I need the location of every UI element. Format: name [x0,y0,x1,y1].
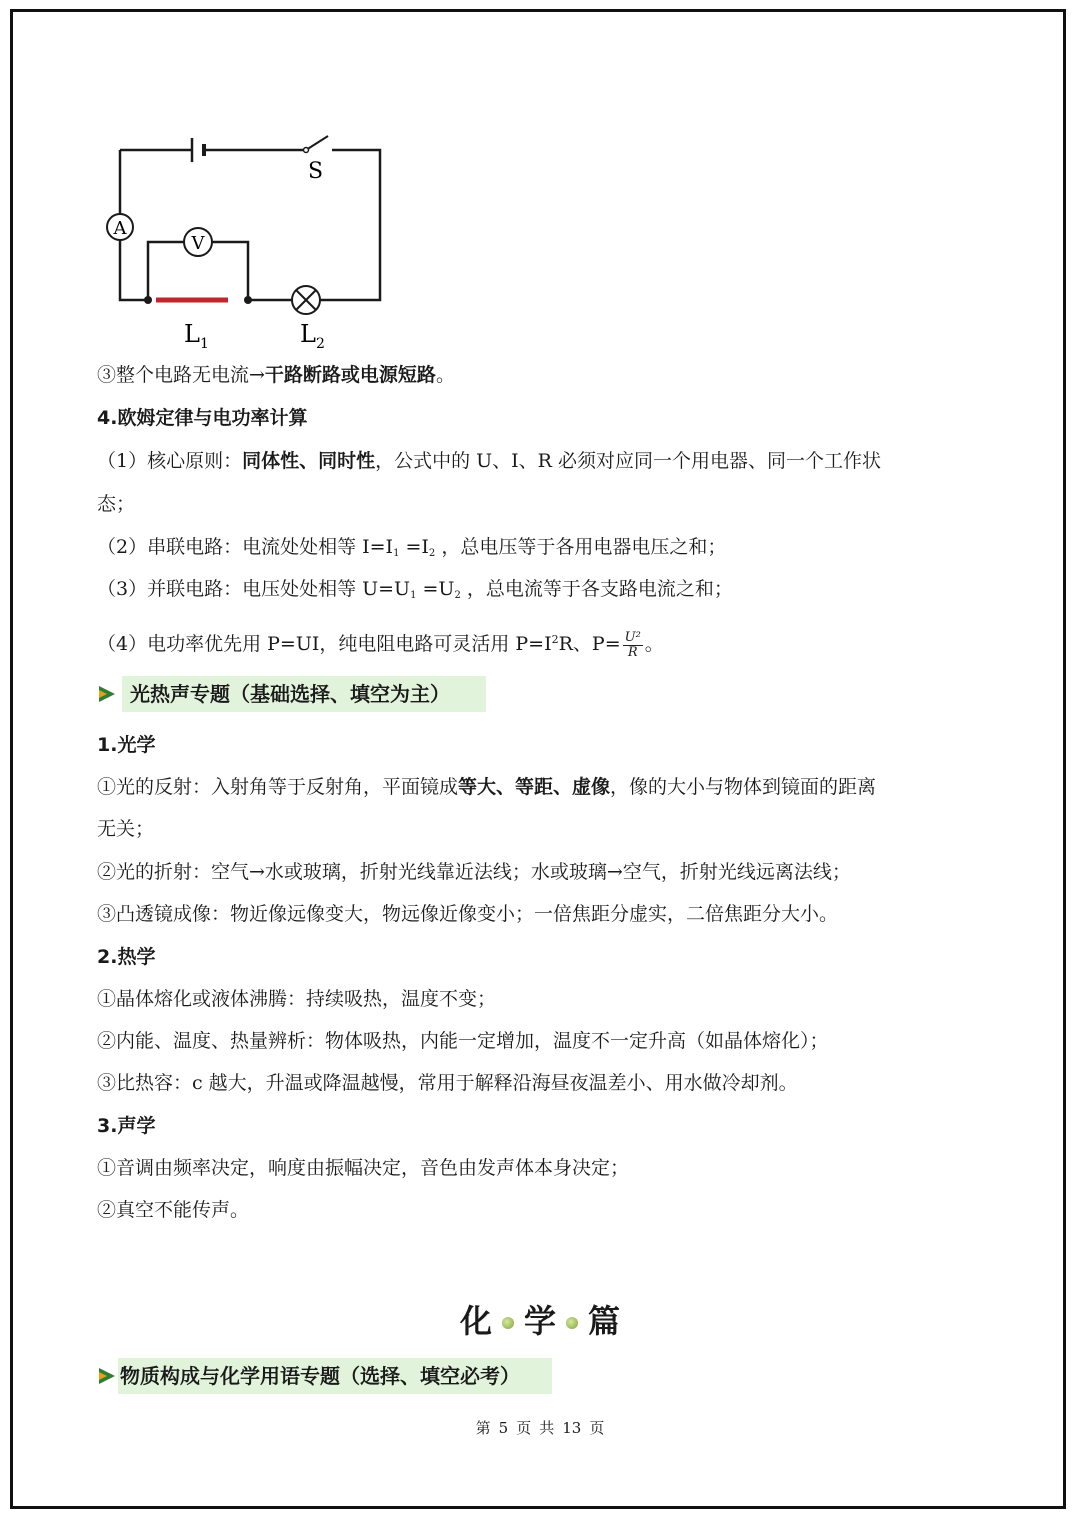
voltmeter-label: V [191,233,205,254]
lamp1-label: $L_1$ [184,320,209,352]
ohm-item-2: （2）串联电路：电流处处相等 $I=I_1 =I_2$ ，总电压等于各用电器电压之和； [97,536,727,559]
ohm-title: 4.欧姆定律与电功率计算 [97,407,308,429]
optics-title: 1.光学 [97,734,156,756]
optics-item-2: ②光的折射：空气→水或玻璃，折射光线靠近法线；水或玻璃→空气，折射光线远离法线； [97,861,851,883]
ohm-item-1-cont: 态； [97,493,136,515]
ammeter-label: A [113,218,127,239]
sound-title: 3.声学 [97,1115,156,1137]
banner-arrow-icon [99,1368,115,1384]
title-dot-icon [502,1317,514,1329]
ohm-item-3: （3）并联电路：电压处处相等 $U=U_1 =U_2$ ，总电流等于各支路电流之和； [97,578,733,601]
heat-item-3: ③比热容：c 越大，升温或降温越慢，常用于解释沿海昼夜温差小、用水做冷却剂。 [97,1072,798,1094]
junction-dot-left [144,296,152,304]
fault-line: ③整个电路无电流→干路断路或电源短路。 [97,364,455,386]
heat-item-1: ①晶体熔化或液体沸腾：持续吸热，温度不变； [97,988,497,1010]
voltmeter-wire-right [212,242,248,300]
ohm-item-4: （4）电功率优先用 P=UI，纯电阻电路可灵活用 $P=I^2R$、P= $\frac{\text{U²}}{R}$ 。 [97,629,664,660]
page-footer: 第 5 页 共 13 页 [475,1419,605,1437]
power-fraction: $\frac{\text{U²}}{R}$ [624,629,641,660]
sound-item-2: ②真空不能传声。 [97,1199,250,1221]
circuit-diagram [96,126,386,352]
section-banner-matter-structure: 物质构成与化学用语专题（选择、填空必考） [118,1358,552,1394]
heat-item-2: ②内能、温度、热量辨析：物体吸热，内能一定增加，温度不一定升高（如晶体熔化）； [97,1030,829,1052]
switch-label: S [308,159,324,184]
ohm-item-1: （1）核心原则：同体性、同时性，公式中的 U、I、R 必须对应同一个用电器、同一个工作状 [97,450,882,472]
optics-item-1: ①光的反射：入射角等于反射角，平面镜成等大、等距、虚像，像的大小与物体到镜面的距离 [97,776,877,798]
title-dot-icon [566,1317,578,1329]
switch-pivot [304,148,309,153]
optics-item-3: ③凸透镜成像：物近像远像变大，物远像近像变小；一倍焦距分虚实，二倍焦距分大小。 [97,903,839,925]
chemistry-section-title: 化 学 篇 [459,1302,621,1340]
voltmeter-wire-left [148,242,184,300]
switch-lever [306,136,328,150]
section-banner-light-heat-sound: 光热声专题（基础选择、填空为主） [122,676,486,712]
sound-item-1: ①音调由频率决定，响度由振幅决定，音色由发声体本身决定； [97,1157,630,1179]
lamp2-label: $L_2$ [300,320,325,352]
banner-arrow-icon [99,686,115,702]
circuit-wire-right [320,150,380,300]
junction-dot-right [244,296,252,304]
optics-item-1-cont: 无关； [97,818,155,840]
circuit-wire-left-bottom [120,240,148,300]
heat-title: 2.热学 [97,946,156,968]
